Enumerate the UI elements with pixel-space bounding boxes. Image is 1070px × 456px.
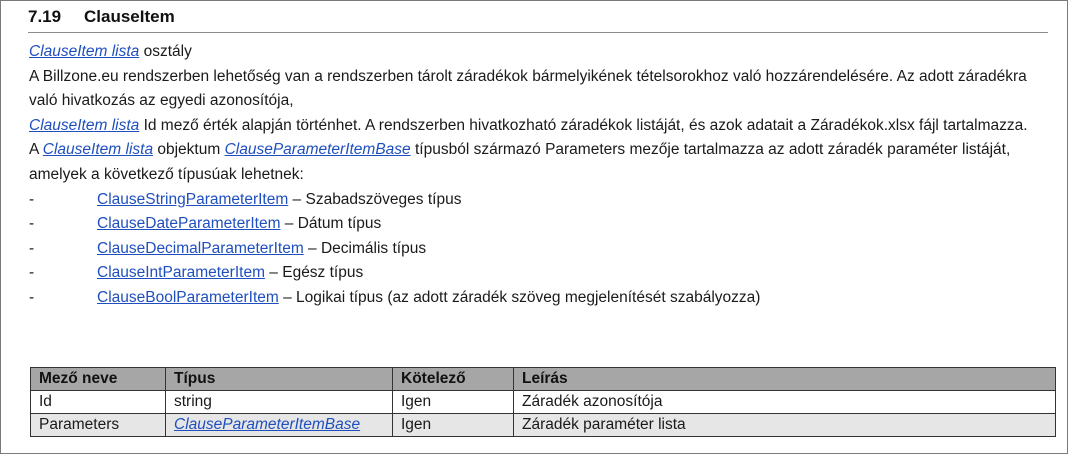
list-item: - ClauseDateParameterItem – Dátum típus (29, 215, 382, 233)
fields-table (30, 367, 1056, 437)
clause-parameter-item-base-link[interactable]: ClauseParameterItemBase (224, 141, 411, 159)
cell-field-name: Id (31, 391, 166, 414)
clauseitem-list-link[interactable]: ClauseItem lista (29, 116, 140, 134)
cell-description: Záradék azonosítója (514, 391, 1056, 414)
paragraph-parameters: A ClauseItem lista objektum ClauseParameterItemBase típusból származó Parameters mezője tartalmazza az adott záradék paraméter listáját, amelyek a következő típusúak lehetnek: (29, 141, 1011, 183)
list-item: - ClauseStringParameterItem – Szabadszöveges típus (29, 190, 462, 208)
list-item: - ClauseDecimalParameterItem – Decimális típus (29, 239, 427, 257)
section-number: 7.19 (28, 7, 62, 26)
cell-type: string (166, 391, 393, 414)
clause-parameter-item-base-link[interactable]: ClauseParameterItemBase (174, 416, 361, 433)
clauseitem-list-link[interactable]: ClauseItem lista (29, 43, 140, 60)
section-heading (28, 6, 1048, 33)
column-header-field-name: Mező neve (31, 368, 166, 391)
cell-field-name: Parameters (31, 414, 166, 437)
paragraph-description: A Billzone.eu rendszerben lehetőség van a rendszerben tárolt záradékok bármelyikének tételsorokhoz való hozzárendelésére. Az adott záradékra való hivatkozás az egyedi azonosítója, (29, 67, 1027, 110)
table-row (31, 391, 1056, 414)
column-header-type: Típus (166, 368, 393, 391)
parameter-type-link[interactable]: ClauseDecimalParameterItem (97, 239, 304, 257)
table-header-row (31, 368, 1056, 391)
cell-required: Igen (393, 414, 514, 437)
section-body (29, 40, 1039, 311)
column-header-required: Kötelező (393, 368, 514, 391)
paragraph-reference: ClauseItem lista Id mező érték alapján történhet. A rendszerben hivatkozható záradékok listáját, és azok adatait a Záradékok.xlsx fájl tartalmazza. (29, 116, 1028, 134)
clauseitem-list-link[interactable]: ClauseItem lista (42, 141, 154, 159)
parameter-type-link[interactable]: ClauseBoolParameterItem (97, 288, 279, 306)
section-title: ClauseItem (84, 7, 175, 26)
cell-description: Záradék paraméter lista (514, 414, 1056, 437)
list-item: - ClauseIntParameterItem – Egész típus (29, 264, 364, 282)
parameter-type-link[interactable]: ClauseDateParameterItem (97, 215, 281, 233)
cell-required: Igen (393, 391, 514, 414)
table-row (31, 414, 1056, 437)
parameter-type-link[interactable]: ClauseIntParameterItem (97, 264, 265, 282)
cell-type (166, 414, 393, 437)
paragraph-class-intro: ClauseItem lista osztály (29, 43, 192, 60)
column-header-description: Leírás (514, 368, 1056, 391)
parameter-type-link[interactable]: ClauseStringParameterItem (97, 190, 289, 208)
list-item: - ClauseBoolParameterItem – Logikai típus (az adott záradék szöveg megjelenítését szabályozza) (29, 288, 761, 306)
